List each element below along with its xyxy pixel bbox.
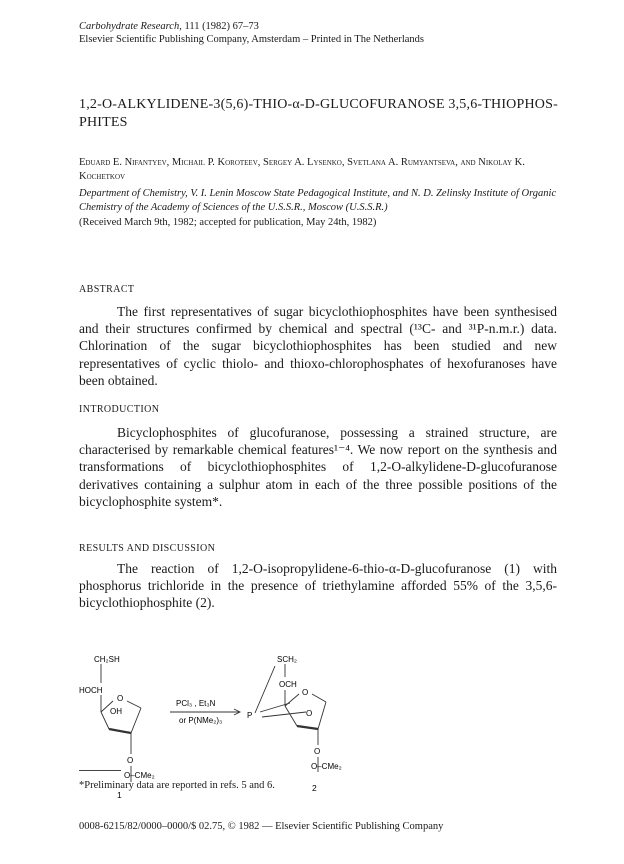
abstract-paragraph: The first representatives of sugar bicyclothiophosphites have been synthesised and their structures confirmed by chemical and spectral (¹³C- and ³¹P-n.m.r.) data. Chlorination of the sugar bicyclothiophosphites has been studied and new representatives of cyclic thiolo- and thioxo-chlorophosphates of hexofuranoses have been obtained. (79, 304, 557, 388)
c2-och-label: OCH (279, 680, 297, 689)
c2-ring-right (312, 694, 326, 702)
c1-oh-label: OH (110, 707, 122, 716)
publisher-line: Elsevier Scientific Publishing Company, Amsterdam – Printed in The Netherlands (79, 34, 424, 45)
article-title: 1,2-O-ALKYLIDENE-3(5,6)-THIO-α-D-GLUCOFURANOSE 3,5,6-THIOPHOS-PHITES (79, 97, 558, 130)
c2-ocme2-label: O–CMe₂ (311, 762, 342, 771)
compound-1-number: 1 (117, 790, 122, 800)
abstract-heading: ABSTRACT (79, 284, 135, 295)
introduction-paragraph: Bicyclophosphites of glucofuranose, possessing a strained structure, are characterised by remarkable chemical features¹⁻⁴. We now report on the synthesis and transformations of bicyclothiophosphites of 1,2-O-alkylidene-D-glucofuranose derivatives containing a sulphur atom in each of the three possible positions of the bicyclophosphite system*. (79, 425, 557, 509)
compound-2-number: 2 (312, 783, 317, 793)
affiliation: Department of Chemistry, V. I. Lenin Moscow State Pedagogical Institute, and N. D. Zelinsky Institute of Organic Chemistry of the Academy of Sciences of the U.S.S.R., Moscow (U.S.S.R.) (79, 188, 557, 213)
copyright-line: 0008-6215/82/0000–0000/$ 02.75, © 1982 — Elsevier Scientific Publishing Company (79, 821, 444, 832)
author-list: Eduard E. Nifantyev, Michail P. Koroteev, Sergey A. Lysenko, Svetlana A. Rumyantseva, and Nikolay K. Kochetkov (79, 157, 525, 182)
journal-name: Carbohydrate Research, (79, 21, 182, 32)
c1-ring-bold (109, 729, 131, 733)
reagent-bottom-label: or P(NMe₂)₃ (179, 716, 223, 725)
results-heading: RESULTS AND DISCUSSION (79, 543, 216, 554)
footnote: *Preliminary data are reported in refs. 5 and 6. (79, 780, 275, 791)
footnote-rule (79, 770, 121, 771)
c1-ring-o-label: O (117, 694, 124, 703)
introduction-heading: INTRODUCTION (79, 404, 160, 415)
c1-ring-lower-right (131, 708, 141, 733)
c2-p-o3-bond (262, 712, 306, 717)
c2-ring-lower-left (285, 706, 297, 726)
c2-sch2-label: SCH₂ (277, 655, 297, 664)
c1-ocme2-label: O–CMe₂ (124, 771, 155, 780)
c1-ring-right (127, 701, 141, 708)
c1-ch2sh-label: CH₂SH (94, 655, 120, 664)
c2-ring-bold (297, 726, 318, 729)
c2-ring-lower-right (318, 702, 326, 729)
c1-o-label: O (127, 756, 134, 765)
c2-p-label: P (247, 711, 253, 720)
c2-o3-label: O (306, 709, 313, 718)
results-paragraph: The reaction of 1,2-O-isopropylidene-6-thio-α-D-glucofuranose (1) with phosphorus trichloride in the presence of triethylamine afforded 55% of the 3,5,6-bicyclothiophosphite (2). (79, 561, 557, 611)
c1-ring-lower-left (101, 712, 109, 729)
c2-ring-o-label: O (302, 688, 309, 697)
c2-p-s-bond (255, 666, 275, 713)
reagent-top-label: PCl₃ , Et₃N (176, 699, 216, 708)
c1-hoch-label: HOCH (79, 686, 103, 695)
received-dates: (Received March 9th, 1982; accepted for publication, May 24th, 1982) (79, 217, 377, 228)
c2-o-label: O (314, 747, 321, 756)
journal-volume: 111 (1982) 67–73 (181, 21, 259, 32)
